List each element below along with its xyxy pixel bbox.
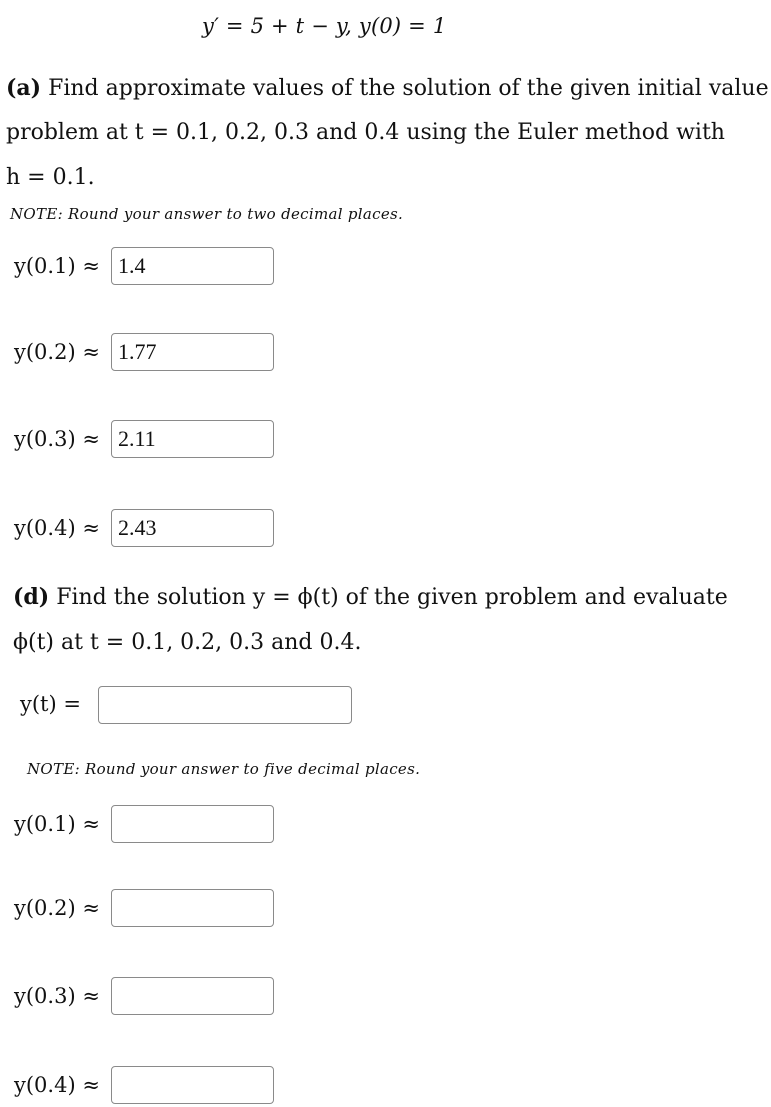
part-a-label-3: y(0.3) ≈: [14, 427, 100, 451]
part-a-label-1: y(0.1) ≈: [14, 254, 100, 278]
part-a-answer-2[interactable]: 1.77: [111, 333, 274, 371]
part-d-tag: (d): [13, 584, 50, 610]
part-d-text-1: Find the solution y = ϕ(t) of the given problem and evaluate: [56, 585, 728, 610]
part-a-label-4: y(0.4) ≈: [14, 516, 100, 540]
part-d-answer-3[interactable]: [111, 977, 274, 1015]
part-d-line-2: ϕ(t) at t = 0.1, 0.2, 0.3 and 0.4.: [13, 630, 362, 655]
part-a-answer-4[interactable]: 2.43: [111, 509, 274, 547]
solution-label: y(t) =: [20, 692, 81, 716]
part-a-line-1: [6, 76, 769, 101]
part-a-label-2: y(0.2) ≈: [14, 340, 100, 364]
part-a-answer-1[interactable]: 1.4: [111, 247, 274, 285]
part-a-line-3: h = 0.1.: [6, 165, 95, 190]
part-d-answer-2[interactable]: [111, 889, 274, 927]
solution-input[interactable]: [98, 686, 352, 724]
part-a-text-1: Find approximate values of the solution of the given initial value: [48, 76, 769, 101]
part-d-line-1: [13, 585, 728, 610]
part-d-label-1: y(0.1) ≈: [14, 812, 100, 836]
ivp-equation: y′ = 5 + t − y, y(0) = 1: [202, 14, 447, 38]
part-d-note: NOTE: Round your answer to five decimal places.: [27, 760, 421, 778]
part-a-note: NOTE: Round your answer to two decimal places.: [10, 205, 404, 223]
part-d-label-2: y(0.2) ≈: [14, 896, 100, 920]
part-a-answer-3[interactable]: 2.11: [111, 420, 274, 458]
part-a-tag: (a): [6, 75, 42, 101]
part-d-label-3: y(0.3) ≈: [14, 984, 100, 1008]
part-d-answer-1[interactable]: [111, 805, 274, 843]
part-a-line-2: problem at t = 0.1, 0.2, 0.3 and 0.4 using the Euler method with: [6, 120, 725, 145]
part-d-answer-4[interactable]: [111, 1066, 274, 1104]
part-d-label-4: y(0.4) ≈: [14, 1073, 100, 1097]
